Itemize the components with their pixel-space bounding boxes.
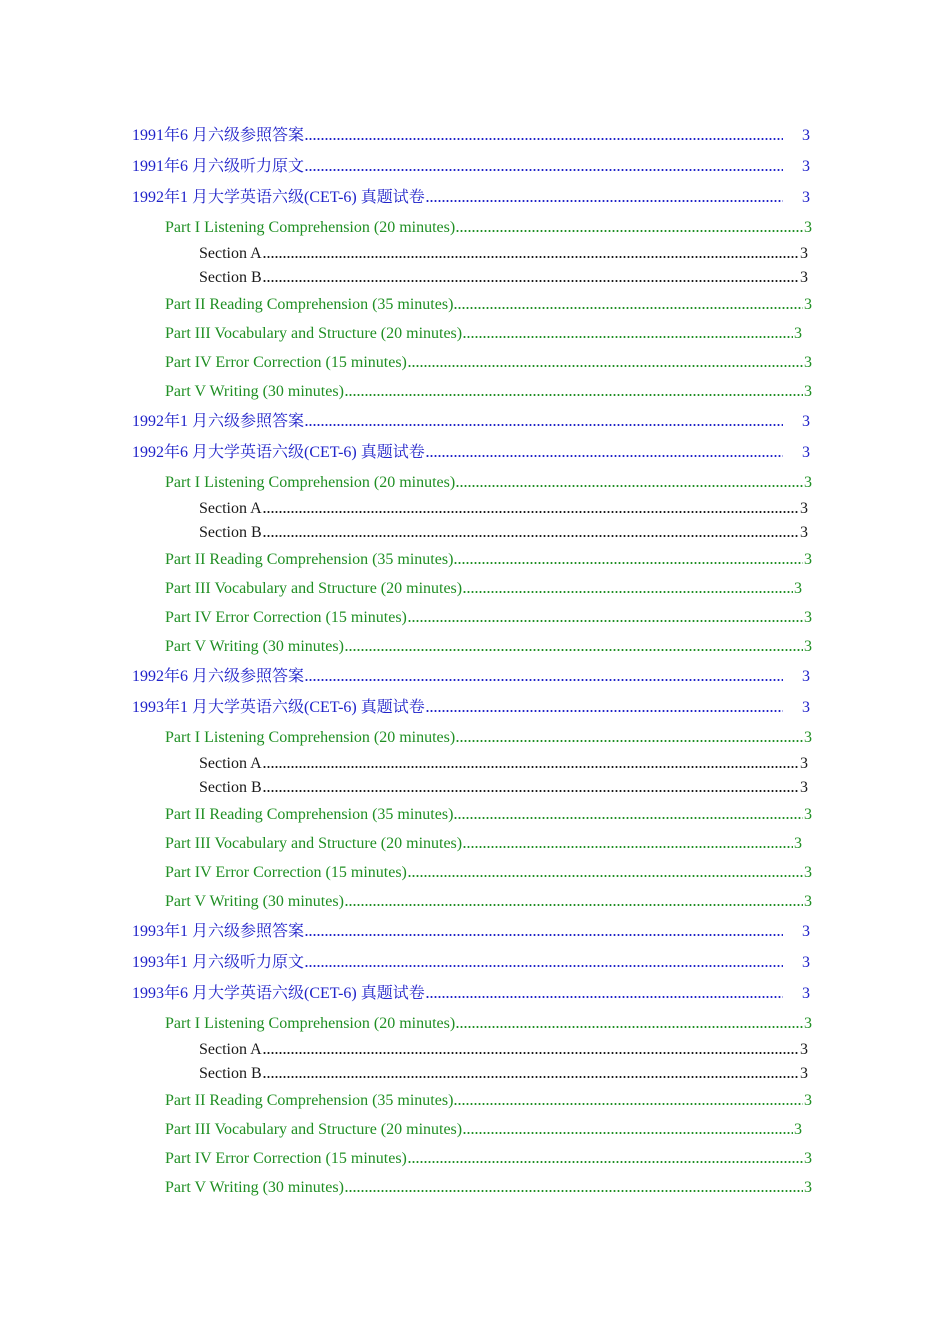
- dot-leader: [305, 424, 783, 426]
- toc-entry-page: 3: [802, 923, 810, 940]
- toc-entry-page: 3: [800, 524, 808, 541]
- toc-level1-entry[interactable]: [132, 947, 811, 978]
- toc-entry-page: 3: [804, 1092, 812, 1109]
- toc-entry-page: 3: [800, 245, 808, 262]
- dot-leader: [263, 1076, 799, 1078]
- toc-level2-entry[interactable]: [165, 1009, 812, 1038]
- toc-level1-entry[interactable]: [132, 182, 811, 213]
- toc-entry-page: 3: [802, 189, 810, 206]
- toc-entry-page: 3: [804, 1179, 812, 1196]
- toc-entry-title: Part III Vocabulary and Structure (20 minutes): [165, 1121, 463, 1138]
- toc-level1-entry[interactable]: [132, 978, 811, 1009]
- toc-level2-entry[interactable]: [165, 723, 812, 752]
- dot-leader: [454, 817, 803, 819]
- toc-entry-title: 1992年1 月大学英语六级(CET-6) 真题试卷: [132, 189, 425, 206]
- toc-entry-page: 3: [802, 668, 810, 685]
- toc-entry-title: 1993年1 月大学英语六级(CET-6) 真题试卷: [132, 699, 425, 716]
- dot-leader: [345, 904, 803, 906]
- toc-entry-title: Part IV Error Correction (15 minutes): [165, 1150, 407, 1167]
- dot-leader: [463, 336, 793, 338]
- toc-level2-entry[interactable]: [165, 800, 812, 829]
- toc-entry-page: 3: [800, 269, 808, 286]
- toc-entry-title: Section B: [199, 779, 262, 796]
- toc-level2-entry[interactable]: [165, 468, 812, 497]
- toc-entry-page: 3: [804, 638, 812, 655]
- dot-leader: [456, 230, 803, 232]
- toc-entry-title: Section A: [199, 755, 262, 772]
- dot-leader: [408, 1161, 803, 1163]
- toc-entry-title: Part III Vocabulary and Structure (20 minutes): [165, 325, 463, 342]
- toc-level2-entry[interactable]: [165, 348, 812, 377]
- dot-leader: [263, 535, 799, 537]
- toc-level3-entry[interactable]: [199, 752, 808, 776]
- toc-entry-title: Part III Vocabulary and Structure (20 minutes): [165, 835, 463, 852]
- toc-level2-entry[interactable]: [165, 858, 812, 887]
- dot-leader: [426, 455, 783, 457]
- toc-entry-page: 3: [800, 1041, 808, 1058]
- toc-entry-title: Part I Listening Comprehension (20 minutes): [165, 1015, 456, 1032]
- toc-entry-page: 3: [804, 1150, 812, 1167]
- toc-level1-entry[interactable]: [132, 437, 811, 468]
- toc-entry-title: Section A: [199, 500, 262, 517]
- toc-entry-title: Part V Writing (30 minutes): [165, 638, 344, 655]
- toc-level2-entry[interactable]: [165, 1086, 812, 1115]
- toc-level3-entry[interactable]: [199, 776, 808, 800]
- toc-entry-page: 3: [802, 699, 810, 716]
- toc-entry-title: Section B: [199, 1065, 262, 1082]
- toc-entry-title: 1992年6 月六级参照答案: [132, 668, 305, 685]
- dot-leader: [305, 965, 783, 967]
- dot-leader: [305, 169, 783, 171]
- toc-entry-title: Part II Reading Comprehension (35 minutes): [165, 806, 454, 823]
- toc-entry-title: 1993年1 月六级参照答案: [132, 923, 305, 940]
- dot-leader: [345, 649, 803, 651]
- toc-entry-page: 3: [802, 985, 810, 1002]
- toc-entry-page: 3: [804, 729, 812, 746]
- toc-entry-page: 3: [804, 1015, 812, 1032]
- toc-level3-entry[interactable]: [199, 1038, 808, 1062]
- toc-entry-title: Section A: [199, 245, 262, 262]
- toc-entry-page: 3: [804, 609, 812, 626]
- toc-entry-page: 3: [802, 444, 810, 461]
- toc-entry-title: Part II Reading Comprehension (35 minutes): [165, 296, 454, 313]
- toc-entry-page: 3: [804, 219, 812, 236]
- toc-entry-page: 3: [804, 474, 812, 491]
- dot-leader: [463, 846, 793, 848]
- dot-leader: [305, 934, 783, 936]
- toc-level3-entry[interactable]: [199, 266, 808, 290]
- dot-leader: [456, 740, 803, 742]
- dot-leader: [305, 679, 783, 681]
- toc-entry-title: Section B: [199, 524, 262, 541]
- toc-entry-page: 3: [804, 296, 812, 313]
- toc-entry-page: 3: [804, 354, 812, 371]
- dot-leader: [454, 562, 803, 564]
- toc-entry-title: Part I Listening Comprehension (20 minutes): [165, 219, 456, 236]
- toc-entry-page: 3: [802, 413, 810, 430]
- toc-level3-entry[interactable]: [199, 521, 808, 545]
- dot-leader: [305, 138, 783, 140]
- toc-entry-page: 3: [794, 835, 802, 852]
- dot-leader: [456, 485, 803, 487]
- dot-leader: [463, 591, 793, 593]
- toc-entry-page: 3: [800, 755, 808, 772]
- toc-entry-page: 3: [804, 893, 812, 910]
- toc-entry-title: 1993年1 月六级听力原文: [132, 954, 305, 971]
- toc-entry-page: 3: [794, 580, 802, 597]
- toc-entry-page: 3: [802, 127, 810, 144]
- toc-entry-title: Part V Writing (30 minutes): [165, 1179, 344, 1196]
- toc-entry-page: 3: [804, 806, 812, 823]
- toc-entry-title: Part IV Error Correction (15 minutes): [165, 354, 407, 371]
- toc-entry-page: 3: [804, 383, 812, 400]
- toc-entry-page: 3: [802, 954, 810, 971]
- toc-level2-entry[interactable]: [165, 1115, 802, 1144]
- toc-level2-entry[interactable]: [165, 574, 802, 603]
- toc-entry-title: Part II Reading Comprehension (35 minutes): [165, 551, 454, 568]
- toc-level2-entry[interactable]: [165, 1144, 812, 1173]
- dot-leader: [408, 365, 803, 367]
- toc-entry-title: Part IV Error Correction (15 minutes): [165, 609, 407, 626]
- toc-level2-entry[interactable]: [165, 829, 802, 858]
- dot-leader: [263, 280, 799, 282]
- dot-leader: [263, 256, 799, 258]
- toc-entry-page: 3: [800, 1065, 808, 1082]
- toc-entry-title: Section B: [199, 269, 262, 286]
- toc-level3-entry[interactable]: [199, 242, 808, 266]
- toc-entry-page: 3: [800, 500, 808, 517]
- toc-level2-entry[interactable]: [165, 377, 812, 406]
- dot-leader: [463, 1132, 793, 1134]
- toc-level2-entry[interactable]: [165, 632, 812, 661]
- toc-entry-page: 3: [800, 779, 808, 796]
- toc-level2-entry[interactable]: [165, 545, 812, 574]
- dot-leader: [263, 511, 799, 513]
- toc-level2-entry[interactable]: [165, 887, 812, 916]
- toc-entry-title: 1993年6 月大学英语六级(CET-6) 真题试卷: [132, 985, 425, 1002]
- toc-entry-title: Section A: [199, 1041, 262, 1058]
- toc-entry-title: 1992年6 月大学英语六级(CET-6) 真题试卷: [132, 444, 425, 461]
- toc-entry-title: Part I Listening Comprehension (20 minutes): [165, 729, 456, 746]
- dot-leader: [408, 875, 803, 877]
- dot-leader: [454, 307, 803, 309]
- toc-entry-title: 1992年1 月六级参照答案: [132, 413, 305, 430]
- dot-leader: [345, 1190, 803, 1192]
- toc-entry-page: 3: [794, 1121, 802, 1138]
- dot-leader: [345, 394, 803, 396]
- toc-level3-entry[interactable]: [199, 1062, 808, 1086]
- toc-entry-page: 3: [804, 864, 812, 881]
- dot-leader: [456, 1026, 803, 1028]
- toc-level1-entry[interactable]: [132, 661, 811, 692]
- toc-level2-entry[interactable]: [165, 290, 812, 319]
- toc-level1-entry[interactable]: [132, 120, 811, 151]
- dot-leader: [263, 1052, 799, 1054]
- toc-entry-page: 3: [802, 158, 810, 175]
- toc-entry-title: 1991年6 月六级参照答案: [132, 127, 305, 144]
- dot-leader: [426, 710, 783, 712]
- toc-level1-entry[interactable]: [132, 406, 811, 437]
- toc-level2-entry[interactable]: [165, 1173, 812, 1202]
- toc-entry-title: Part V Writing (30 minutes): [165, 893, 344, 910]
- dot-leader: [426, 996, 783, 998]
- toc-entry-title: Part I Listening Comprehension (20 minutes): [165, 474, 456, 491]
- toc-level2-entry[interactable]: [165, 213, 812, 242]
- toc-level1-entry[interactable]: [132, 151, 811, 182]
- toc-level2-entry[interactable]: [165, 319, 802, 348]
- toc-entry-title: 1991年6 月六级听力原文: [132, 158, 305, 175]
- toc-entry-title: Part V Writing (30 minutes): [165, 383, 344, 400]
- toc-level1-entry[interactable]: [132, 692, 811, 723]
- dot-leader: [408, 620, 803, 622]
- toc-level1-entry[interactable]: [132, 916, 811, 947]
- toc-level3-entry[interactable]: [199, 497, 808, 521]
- toc-entry-title: Part III Vocabulary and Structure (20 minutes): [165, 580, 463, 597]
- toc-level2-entry[interactable]: [165, 603, 812, 632]
- toc-entry-page: 3: [804, 551, 812, 568]
- toc-entry-page: 3: [794, 325, 802, 342]
- dot-leader: [263, 790, 799, 792]
- dot-leader: [454, 1103, 803, 1105]
- dot-leader: [263, 766, 799, 768]
- toc-entry-title: Part IV Error Correction (15 minutes): [165, 864, 407, 881]
- dot-leader: [426, 200, 783, 202]
- toc-entry-title: Part II Reading Comprehension (35 minutes): [165, 1092, 454, 1109]
